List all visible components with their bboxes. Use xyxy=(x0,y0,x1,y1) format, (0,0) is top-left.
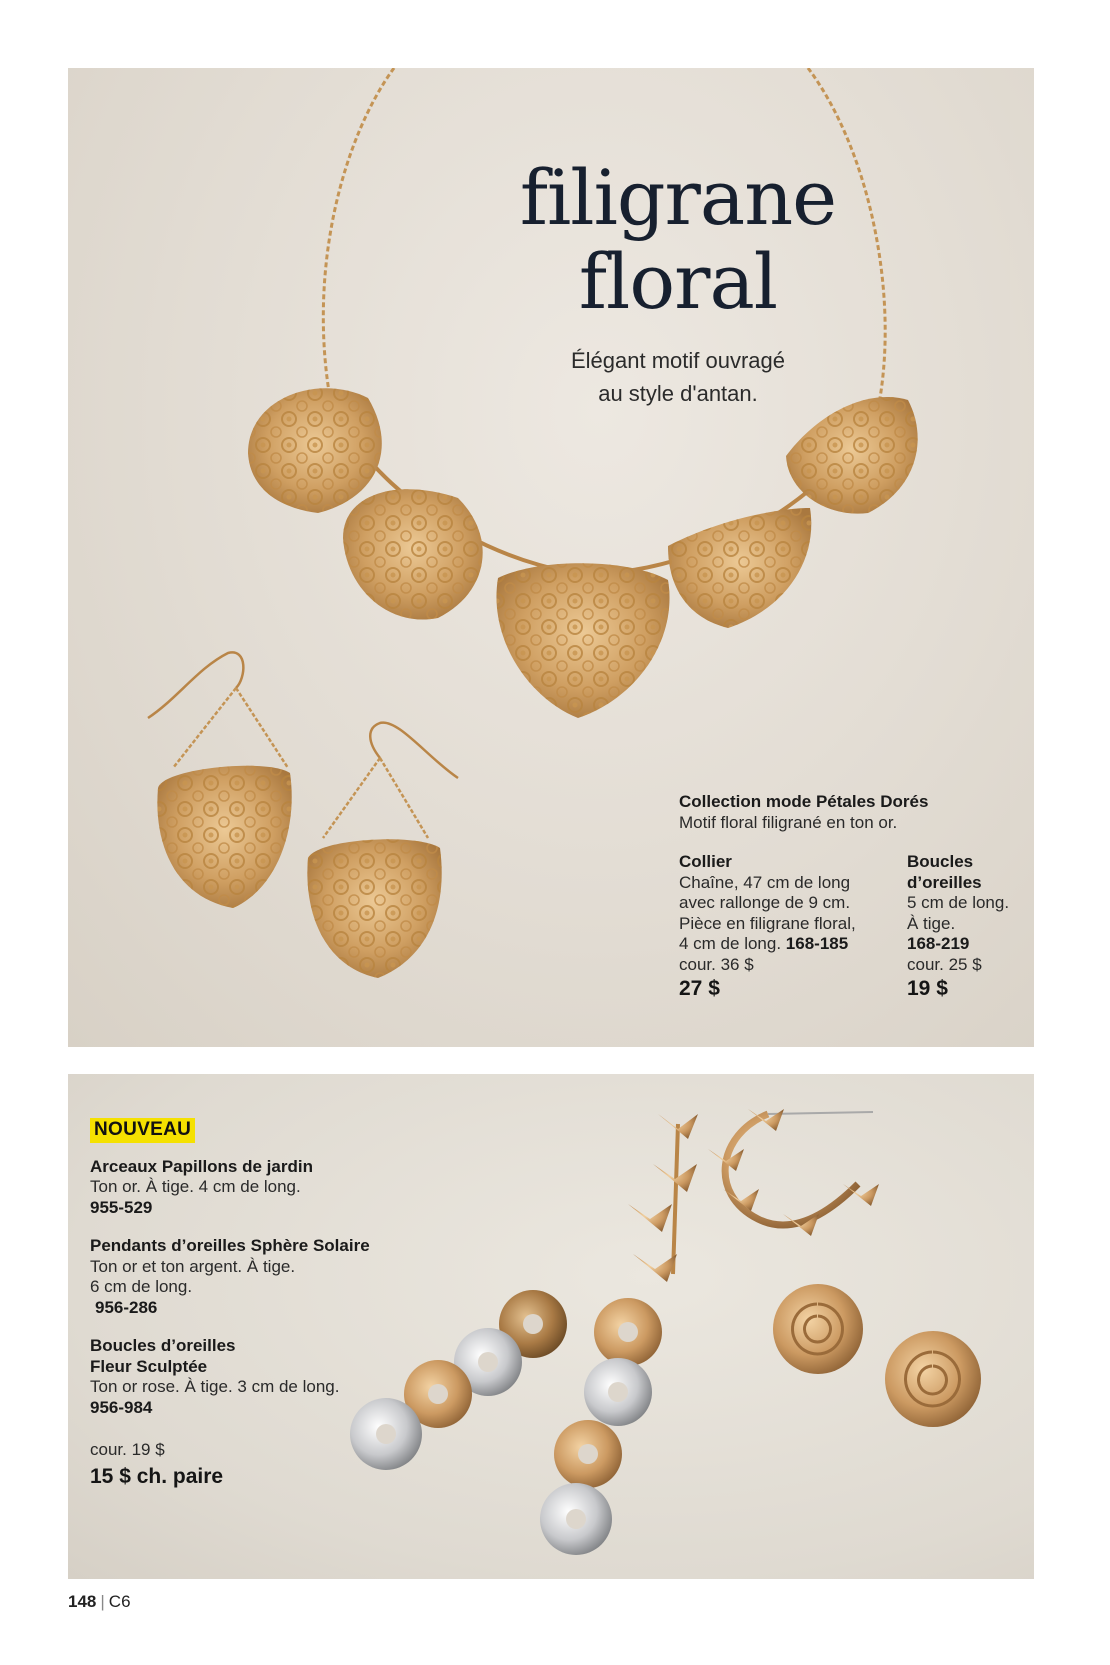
product-item-sculpted-flower xyxy=(90,1336,400,1418)
rose-stud-left xyxy=(773,1284,863,1374)
necklace-pendant-5 xyxy=(786,397,918,514)
necklace-pendant-2 xyxy=(343,489,483,619)
hero-title-line-2: floral xyxy=(578,237,778,326)
new-badge: NOUVEAU xyxy=(90,1118,195,1143)
product-item-solar-sphere xyxy=(90,1236,400,1318)
collection-info xyxy=(679,792,1019,833)
product-name-line: Fleur Sculptée xyxy=(90,1356,208,1376)
bottom-regular-price: cour. 19 $ xyxy=(90,1440,165,1459)
page-number: 148 xyxy=(68,1592,97,1611)
product-sku: 956-286 xyxy=(95,1297,158,1317)
earring-right xyxy=(307,723,458,978)
collection-description: Motif floral filigrané en ton or. xyxy=(679,812,898,832)
necklace-pendant-4 xyxy=(668,508,811,628)
hero-subtitle xyxy=(448,344,908,410)
product-name-line: Boucles d’oreilles xyxy=(90,1336,236,1355)
hero-title xyxy=(408,153,948,326)
rose-stud-right xyxy=(885,1331,981,1427)
product-name: Arceaux Papillons de jardin xyxy=(90,1156,313,1176)
earrings-desc-line: À tige. xyxy=(907,913,956,933)
earrings-title-line-1: Boucles xyxy=(907,852,974,871)
necklace-size: 4 cm de long. xyxy=(679,934,782,953)
page-footer xyxy=(68,1592,131,1612)
necklace-desc-line: Chaîne, 47 cm de long xyxy=(679,872,851,892)
product-sku: 955-529 xyxy=(90,1197,153,1217)
product-sku: 956-984 xyxy=(90,1397,153,1417)
necklace-desc-line: Pièce en filigrane floral, xyxy=(679,913,856,933)
butterfly-hoop-earring xyxy=(708,1109,879,1236)
necklace-size-sku-line xyxy=(679,934,894,955)
hero-subtitle-line-1: Élégant motif ouvragé xyxy=(570,348,786,373)
product-desc: Ton or et ton argent. À tige. xyxy=(90,1256,296,1276)
collection-name: Collection mode Pétales Dorés xyxy=(679,792,929,811)
necklace-sku: 168-185 xyxy=(785,934,849,953)
product-desc: Ton or. À tige. 4 cm de long. xyxy=(90,1177,301,1196)
necklace-spec xyxy=(679,852,894,1000)
hero-subtitle-line-2: au style d'antan. xyxy=(598,381,758,406)
product-item-butterfly-hoops xyxy=(90,1157,400,1219)
necklace-price: 27 $ xyxy=(679,977,720,1000)
footer-separator: | xyxy=(100,1592,105,1611)
earrings-regular-price: cour. 25 $ xyxy=(907,954,982,974)
earrings-spec xyxy=(907,852,1027,1000)
necklace-regular-price: cour. 36 $ xyxy=(679,954,754,974)
bottom-pricing xyxy=(90,1440,400,1487)
bottom-price: 15 $ ch. paire xyxy=(90,1464,224,1488)
new-items-text xyxy=(90,1118,400,1487)
hero-title-line-1: filigrane xyxy=(519,153,837,242)
necklace-pendant-3 xyxy=(496,563,669,718)
butterfly-earring-vertical xyxy=(628,1114,698,1282)
necklace-chain-left xyxy=(323,68,394,398)
earring-left xyxy=(148,652,292,908)
catalog-section: C6 xyxy=(108,1592,131,1611)
filigree-hero-panel xyxy=(68,68,1034,1047)
earrings-desc-line: 5 cm de long. xyxy=(907,893,1010,912)
product-name: Pendants d’oreilles Sphère Solaire xyxy=(90,1236,370,1255)
earrings-title-line-2: d’oreilles xyxy=(907,872,982,892)
new-earrings-panel xyxy=(68,1074,1034,1579)
earrings-price: 19 $ xyxy=(907,977,948,1000)
earrings-sku: 168-219 xyxy=(907,934,970,953)
necklace-desc-line: avec rallonge de 9 cm. xyxy=(679,893,851,912)
product-desc: Ton or rose. À tige. 3 cm de long. xyxy=(90,1377,340,1396)
necklace-pendant-1 xyxy=(248,388,382,513)
necklace-title: Collier xyxy=(679,852,732,871)
product-desc: 6 cm de long. xyxy=(90,1277,193,1296)
